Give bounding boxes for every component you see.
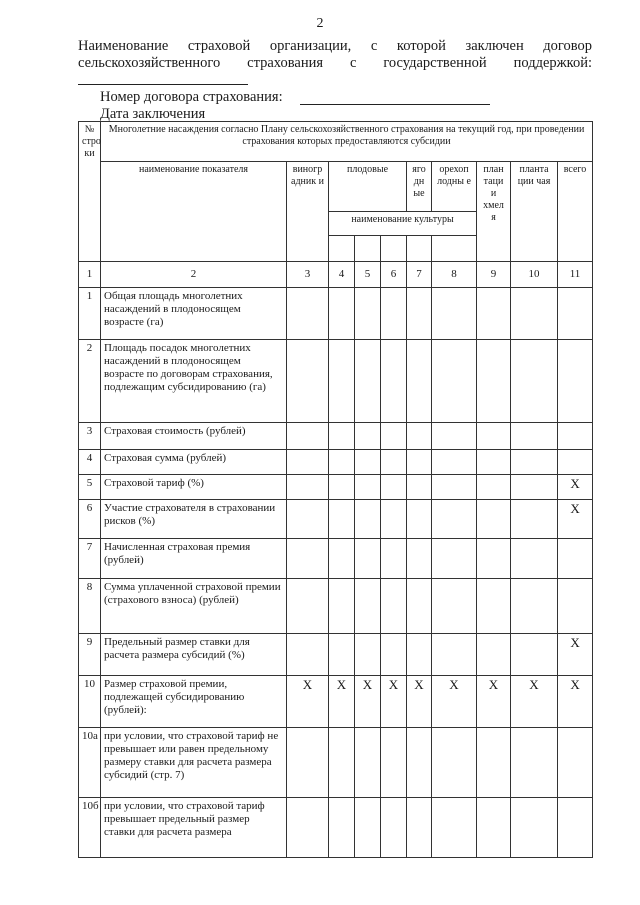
input-cell[interactable]	[407, 450, 432, 475]
row-number: 7	[79, 539, 101, 579]
row-indicator-name: Начисленная страховая премия (рублей)	[101, 539, 287, 579]
contract-date-label: Дата заключения	[100, 106, 206, 122]
input-cell[interactable]	[558, 423, 593, 450]
column-number: 10	[511, 262, 558, 288]
input-cell[interactable]	[287, 423, 329, 450]
column-number: 4	[329, 262, 355, 288]
row-indicator-name: Страховой тариф (%)	[101, 475, 287, 500]
input-cell[interactable]	[381, 539, 407, 579]
header-title: Многолетние насаждения согласно Плану сельскохозяйственного страхования на текущий год, при проведении страхования которых предоставляются субсидии	[101, 122, 593, 162]
input-cell[interactable]	[407, 340, 432, 423]
input-cell[interactable]	[287, 579, 329, 634]
row-indicator-name: Общая площадь многолетних насаждений в плодоносящем возрасте (га)	[101, 288, 287, 340]
table-row	[79, 500, 593, 539]
input-cell[interactable]	[287, 500, 329, 539]
input-cell[interactable]	[432, 450, 477, 475]
input-cell[interactable]	[381, 450, 407, 475]
input-cell[interactable]	[287, 475, 329, 500]
not-applicable-mark: X	[355, 676, 381, 728]
input-cell[interactable]	[432, 634, 477, 676]
input-cell[interactable]	[511, 340, 558, 423]
input-cell[interactable]	[477, 288, 511, 340]
perennial-plantings-table	[78, 121, 593, 858]
column-number: 2	[101, 262, 287, 288]
input-cell[interactable]	[432, 340, 477, 423]
input-cell[interactable]	[355, 798, 381, 858]
input-cell[interactable]	[477, 798, 511, 858]
row-number: 2	[79, 340, 101, 423]
insurer-label-line2: сельскохозяйственного страхования с государственной поддержкой:	[78, 55, 592, 71]
table-row	[79, 539, 593, 579]
row-indicator-name: Площадь посадок многолетних насаждений в плодоносящем возрасте по договорам страхования, подлежащим субсидированию (га)	[101, 340, 287, 423]
column-number: 1	[79, 262, 101, 288]
not-applicable-mark: X	[287, 676, 329, 728]
table-row	[79, 634, 593, 676]
not-applicable-mark: X	[558, 634, 593, 676]
input-cell[interactable]	[355, 500, 381, 539]
input-cell[interactable]	[477, 539, 511, 579]
row-indicator-name: Предельный размер ставки для расчета размера субсидий (%)	[101, 634, 287, 676]
input-cell[interactable]	[432, 798, 477, 858]
table-row	[79, 579, 593, 634]
not-applicable-mark: X	[477, 676, 511, 728]
input-cell[interactable]	[381, 798, 407, 858]
input-cell[interactable]	[381, 423, 407, 450]
input-cell[interactable]	[355, 634, 381, 676]
header-spacer	[432, 236, 477, 262]
input-cell[interactable]	[511, 288, 558, 340]
table-row	[79, 676, 593, 728]
not-applicable-mark: X	[381, 676, 407, 728]
header-crop-name: наименование культуры	[329, 212, 477, 236]
input-cell[interactable]	[329, 288, 355, 340]
table-row	[79, 475, 593, 500]
table-row	[79, 288, 593, 340]
row-indicator-name: Участие страхователя в страховании рисков (%)	[101, 500, 287, 539]
input-cell[interactable]	[407, 728, 432, 798]
row-indicator-name: при условии, что страховой тариф превышает предельный размер ставки для расчета размера	[101, 798, 287, 858]
row-number: 10	[79, 676, 101, 728]
header-row-number: № стро ки	[79, 122, 101, 262]
input-cell[interactable]	[287, 728, 329, 798]
input-cell[interactable]	[558, 798, 593, 858]
header-spacer	[407, 236, 432, 262]
input-cell[interactable]	[477, 634, 511, 676]
input-cell[interactable]	[558, 728, 593, 798]
input-cell[interactable]	[287, 288, 329, 340]
input-cell[interactable]	[287, 450, 329, 475]
input-cell[interactable]	[477, 475, 511, 500]
input-cell[interactable]	[558, 450, 593, 475]
input-cell[interactable]	[355, 579, 381, 634]
header-fruit: плодовые	[329, 162, 407, 212]
header-total: всего	[558, 162, 593, 262]
input-cell[interactable]	[287, 539, 329, 579]
input-cell[interactable]	[355, 475, 381, 500]
input-cell[interactable]	[407, 634, 432, 676]
not-applicable-mark: X	[329, 676, 355, 728]
row-indicator-name: Сумма уплаченной страховой премии (страхового взноса) (рублей)	[101, 579, 287, 634]
input-cell[interactable]	[329, 579, 355, 634]
row-number: 9	[79, 634, 101, 676]
input-cell[interactable]	[477, 423, 511, 450]
table-row	[79, 798, 593, 858]
column-number: 3	[287, 262, 329, 288]
row-number: 10б	[79, 798, 101, 858]
row-number: 8	[79, 579, 101, 634]
input-cell[interactable]	[511, 423, 558, 450]
input-cell[interactable]	[511, 450, 558, 475]
input-cell[interactable]	[477, 728, 511, 798]
column-number: 8	[432, 262, 477, 288]
input-cell[interactable]	[511, 798, 558, 858]
input-cell[interactable]	[329, 798, 355, 858]
input-cell[interactable]	[511, 500, 558, 539]
row-indicator-name: Размер страховой премии, подлежащей субсидированию (рублей):	[101, 676, 287, 728]
input-cell[interactable]	[355, 423, 381, 450]
input-cell[interactable]	[381, 634, 407, 676]
input-cell[interactable]	[287, 340, 329, 423]
input-cell[interactable]	[432, 728, 477, 798]
input-cell[interactable]	[432, 579, 477, 634]
input-cell[interactable]	[432, 539, 477, 579]
input-cell[interactable]	[407, 798, 432, 858]
input-cell[interactable]	[407, 579, 432, 634]
input-cell[interactable]	[477, 500, 511, 539]
input-cell[interactable]	[355, 728, 381, 798]
row-number: 10а	[79, 728, 101, 798]
input-cell[interactable]	[432, 423, 477, 450]
input-cell[interactable]	[511, 539, 558, 579]
input-cell[interactable]	[432, 475, 477, 500]
header-berries: яго дн ые	[407, 162, 432, 212]
input-cell[interactable]	[355, 539, 381, 579]
header-vineyards: виногр адник и	[287, 162, 329, 262]
input-cell[interactable]	[381, 288, 407, 340]
column-number: 5	[355, 262, 381, 288]
table-row	[79, 423, 593, 450]
header-hop: план таци и хмел я	[477, 162, 511, 262]
input-cell[interactable]	[558, 579, 593, 634]
input-cell[interactable]	[407, 500, 432, 539]
insurer-label	[78, 38, 592, 72]
row-number: 1	[79, 288, 101, 340]
column-number: 11	[558, 262, 593, 288]
row-number: 4	[79, 450, 101, 475]
input-cell[interactable]	[477, 579, 511, 634]
not-applicable-mark: X	[558, 676, 593, 728]
input-cell[interactable]	[511, 728, 558, 798]
input-cell[interactable]	[511, 579, 558, 634]
header-tea: планта ции чая	[511, 162, 558, 262]
row-number: 3	[79, 423, 101, 450]
input-cell[interactable]	[355, 288, 381, 340]
column-number: 9	[477, 262, 511, 288]
header-spacer	[381, 236, 407, 262]
input-cell[interactable]	[329, 500, 355, 539]
not-applicable-mark: X	[558, 475, 593, 500]
input-cell[interactable]	[432, 500, 477, 539]
input-cell[interactable]	[329, 539, 355, 579]
insurer-blank-line[interactable]	[78, 84, 248, 85]
input-cell[interactable]	[407, 423, 432, 450]
input-cell[interactable]	[381, 475, 407, 500]
table-row	[79, 450, 593, 475]
input-cell[interactable]	[477, 340, 511, 423]
row-indicator-name: Страховая стоимость (рублей)	[101, 423, 287, 450]
row-number: 6	[79, 500, 101, 539]
row-indicator-name: Страховая сумма (рублей)	[101, 450, 287, 475]
input-cell[interactable]	[287, 798, 329, 858]
input-cell[interactable]	[407, 539, 432, 579]
input-cell[interactable]	[329, 728, 355, 798]
column-number: 7	[407, 262, 432, 288]
row-indicator-name: при условии, что страховой тариф не превышает или равен предельному размеру ставки для расчета размера субсидий (стр. 7)	[101, 728, 287, 798]
table-row	[79, 728, 593, 798]
input-cell[interactable]	[329, 450, 355, 475]
page-number: 2	[316, 16, 324, 31]
input-cell[interactable]	[407, 475, 432, 500]
not-applicable-mark: X	[432, 676, 477, 728]
contract-number-field[interactable]	[300, 104, 490, 105]
input-cell[interactable]	[329, 475, 355, 500]
header-nut: орехоп лодны е	[432, 162, 477, 212]
input-cell[interactable]	[329, 423, 355, 450]
input-cell[interactable]	[287, 634, 329, 676]
input-cell[interactable]	[558, 340, 593, 423]
header-spacer	[355, 236, 381, 262]
input-cell[interactable]	[329, 340, 355, 423]
row-number: 5	[79, 475, 101, 500]
input-cell[interactable]	[329, 634, 355, 676]
input-cell[interactable]	[511, 475, 558, 500]
header-spacer	[329, 236, 355, 262]
input-cell[interactable]	[381, 340, 407, 423]
input-cell[interactable]	[558, 288, 593, 340]
input-cell[interactable]	[381, 500, 407, 539]
not-applicable-mark: X	[407, 676, 432, 728]
not-applicable-mark: X	[511, 676, 558, 728]
input-cell[interactable]	[355, 340, 381, 423]
insurer-label-line1: Наименование страховой организации, с которой заключен договор	[78, 38, 592, 54]
header-indicator: наименование показателя	[101, 162, 287, 262]
column-number: 6	[381, 262, 407, 288]
input-cell[interactable]	[558, 539, 593, 579]
input-cell[interactable]	[407, 288, 432, 340]
input-cell[interactable]	[432, 288, 477, 340]
input-cell[interactable]	[511, 634, 558, 676]
not-applicable-mark: X	[558, 500, 593, 539]
input-cell[interactable]	[477, 450, 511, 475]
table-row	[79, 340, 593, 423]
input-cell[interactable]	[355, 450, 381, 475]
input-cell[interactable]	[381, 579, 407, 634]
contract-number-label: Номер договора страхования:	[100, 89, 283, 105]
input-cell[interactable]	[381, 728, 407, 798]
